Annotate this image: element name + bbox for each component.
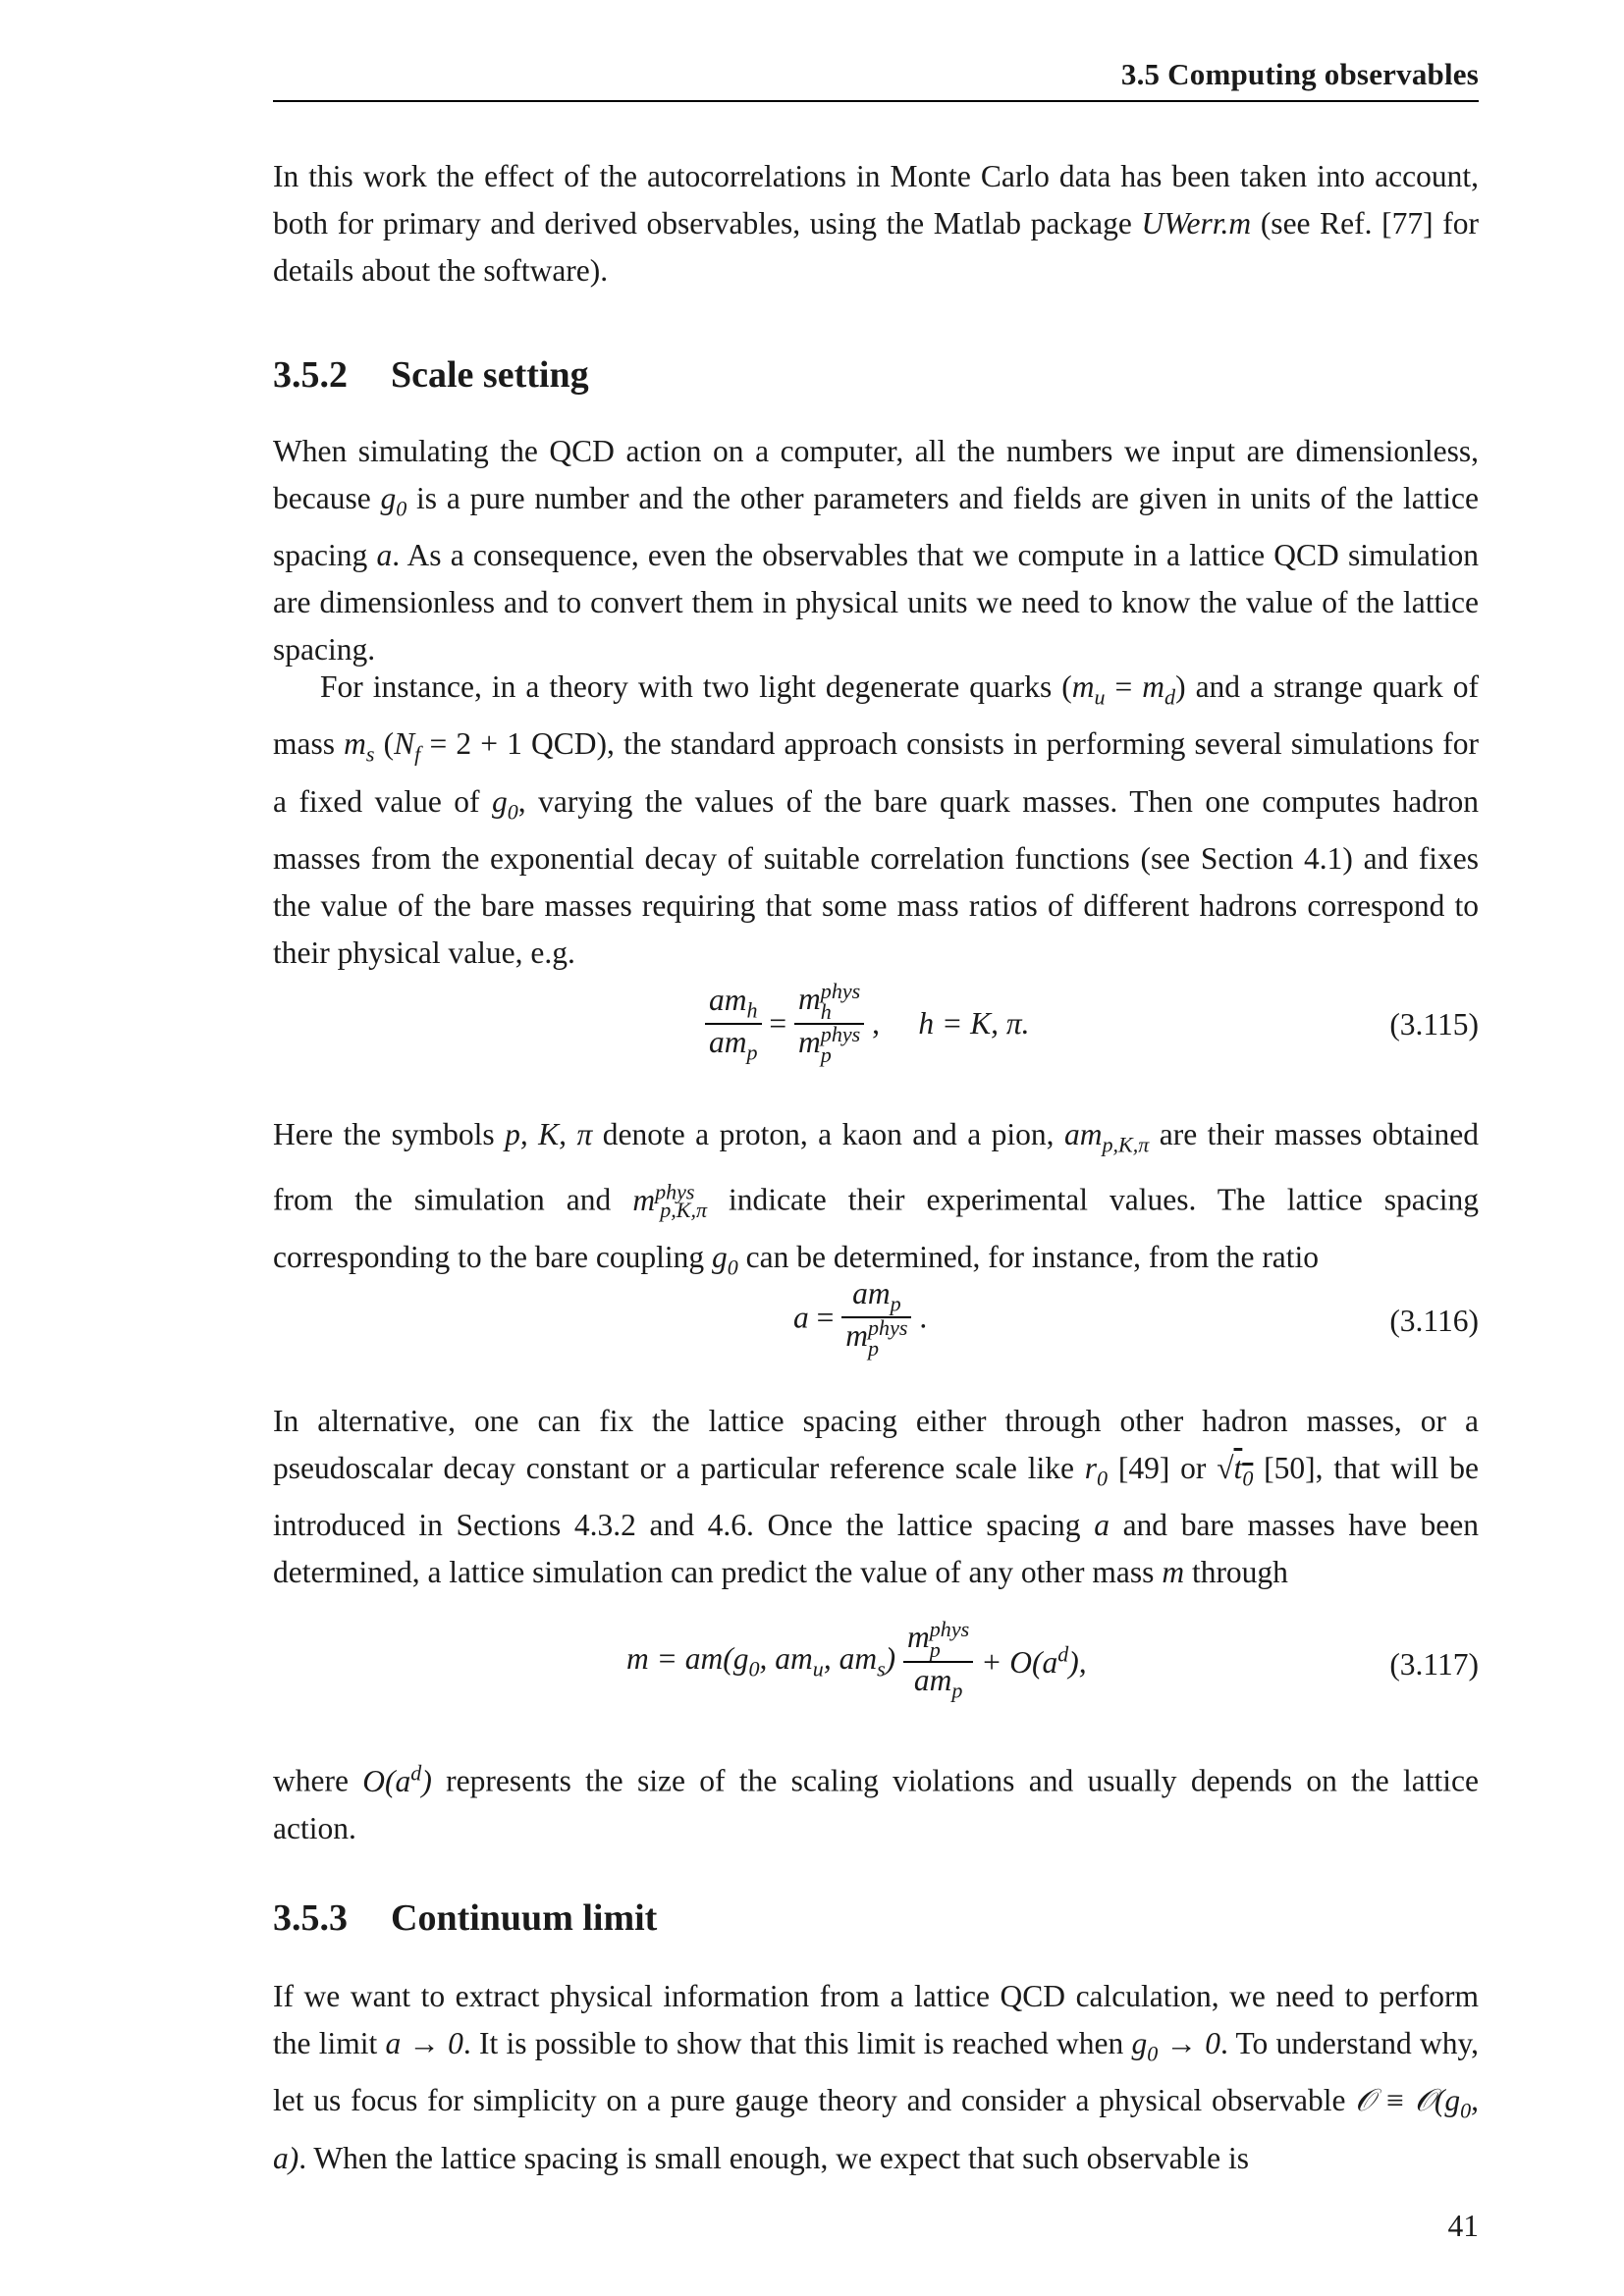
equation-3-116 [273,1276,1479,1384]
section-heading-scale-setting [273,353,589,397]
page-number: 41 [1447,2209,1479,2243]
fraction-amp-mphys: $am_p$ m phys p [841,1276,911,1360]
paragraph-symbols [273,1111,1479,1291]
text: When simulating the QCD action on a computer, all the numbers we input are dimensionless, because [273,434,1479,515]
math-g0: $g_0$ [492,783,518,824]
paragraph-continuum [273,1973,1479,2182]
text: If we want to extract physical information from a lattice QCD calculation, we need to perform the limit [273,1979,1479,2060]
equation-3-115 [273,979,1479,1090]
text: [49] or [1108,1451,1218,1485]
text: is a pure number and the other parameters and fields are given in units of the lattice spacing [273,481,1480,573]
paragraph-scale-1 [273,428,1479,673]
text: . As a consequence, even the observables that we compute in a lattice QCD simulation are dimensionless and to convert them in physical units we need to know the value of the lattice spacing. [273,538,1479,667]
equation-number: (3.116) [1389,1304,1479,1338]
math-m: m [1162,1555,1185,1590]
math-sqrt-t0: $√t_0$ [1217,1451,1254,1491]
equation-number: (3.117) [1389,1647,1479,1682]
math-p-k-pi: p, K, π [505,1117,593,1151]
math-m-phys-pkpi: $m^{phys}_{p,K,\pi}$ [632,1179,708,1223]
text: . To understand why, let us focus for simplicity on a pure gauge theory and consider a physical observable [273,2026,1480,2118]
text: ) and a strange quark of mass [273,669,1479,762]
math-r0: $r_0$ [1084,1451,1109,1491]
fraction-mphys-amp: m phys p $am_p$ [903,1620,973,1703]
fraction-amh-amp: $\frac{am_h}{am_p}$ [705,983,762,1066]
equation-3-117 [273,1617,1479,1728]
math-a: a [376,538,393,573]
text: where [273,1763,363,1798]
section-title: Scale setting [391,354,589,396]
text: , varying the values of the bare quark masses. Then one computes hadron masses from the exponential decay of suitable correlation functions (see Section 4.1) and fixes the value of the bare masses requiring that some mass ratios of different hadrons correspond to their physical value, e.g. [273,783,1479,970]
text: . When the lattice spacing is small enough, we expect that such observable is [298,2140,1250,2175]
paragraph-where [273,1749,1479,1852]
math-g0: $g_0$ [380,481,407,521]
section-title: Continuum limit [391,1897,658,1939]
text: indicate their experimental values. The lattice spacing corresponding to the bare coupling [273,1182,1479,1275]
math-O-ad: $O(a^d)$ [362,1760,432,1798]
math-g0: $g_0$ [712,1240,738,1280]
intro-text-1: In this work the effect of the autocorrelations in Monte Carlo data has been taken into account, both for primary and derived observables, using the Matlab package [273,159,1479,240]
text: [50], that will be introduced in Sections 4.3.2 and 4.6. Once the lattice spacing [273,1451,1479,1543]
section-number: 3.5.3 [273,1897,348,1939]
fraction-phys-masses: m phys h m phys p [794,982,864,1066]
text: can be determined, for instance, from the ratio [737,1240,1320,1275]
text: through [1184,1555,1288,1590]
paragraph-alternative [273,1398,1479,1596]
running-header: 3.5 Computing observables [1120,57,1479,91]
math-observable-O: 𝒪 ≡ $𝒪(g_0$, a) [273,2083,1480,2175]
equation-body: a = $am_p$ m phys p . [793,1276,928,1362]
intro-text-2: (see Ref. [77] for details about the software). [273,206,1479,288]
text: and bare masses have been determined, a lattice simulation can predict the value of any other mass [273,1508,1479,1590]
equation-condition: h = K, π. [918,1005,1030,1041]
math-a-to-0: a → 0 [385,2026,463,2060]
text: denote a proton, a kaon and a pion, [592,1117,1064,1151]
equation-number: (3.115) [1389,1007,1479,1041]
text: QCD), the standard approach consists in performing several simulations for a fixed value of [273,726,1479,819]
equation-body: $m = am(g_0$, $am_u$, $am_s$) m phys p $am_p$ + $O(a^d)$, [626,1617,1087,1703]
text: represents the size of the scaling violations and usually depends on the lattice action. [273,1763,1479,1845]
math-ms-nf: $m_s$ ($N_f = 2 + 1$ [344,726,522,767]
section-number: 3.5.2 [273,354,348,396]
math-g0-to-0: $g_0 \to 0$ [1131,2026,1220,2066]
section-heading-continuum-limit [273,1896,657,1940]
math-a: a [1094,1508,1110,1543]
paragraph-intro [273,153,1479,294]
header-rule [273,100,1479,102]
text: In alternative, one can fix the lattice spacing either through other hadron masses, or a pseudoscalar decay constant or a particular reference scale like [273,1404,1479,1485]
text: Here the symbols [273,1117,506,1151]
paragraph-scale-2 [273,664,1479,977]
package-name: UWerr.m [1141,206,1252,240]
text: For instance, in a theory with two light degenerate quarks ( [320,669,1072,704]
math-mu-md: $m_u = m_d$ [1071,669,1176,710]
text: . It is possible to show that this limit is reached when [462,2026,1132,2060]
math-am-pkpi: $am_{p,K,\pi}$ [1063,1117,1150,1157]
equation-body: $\frac{am_h}{am_p}$ = m phys h m phys p , h = K, π. [705,982,1030,1066]
text: are their masses obtained from the simulation and [273,1117,1479,1217]
